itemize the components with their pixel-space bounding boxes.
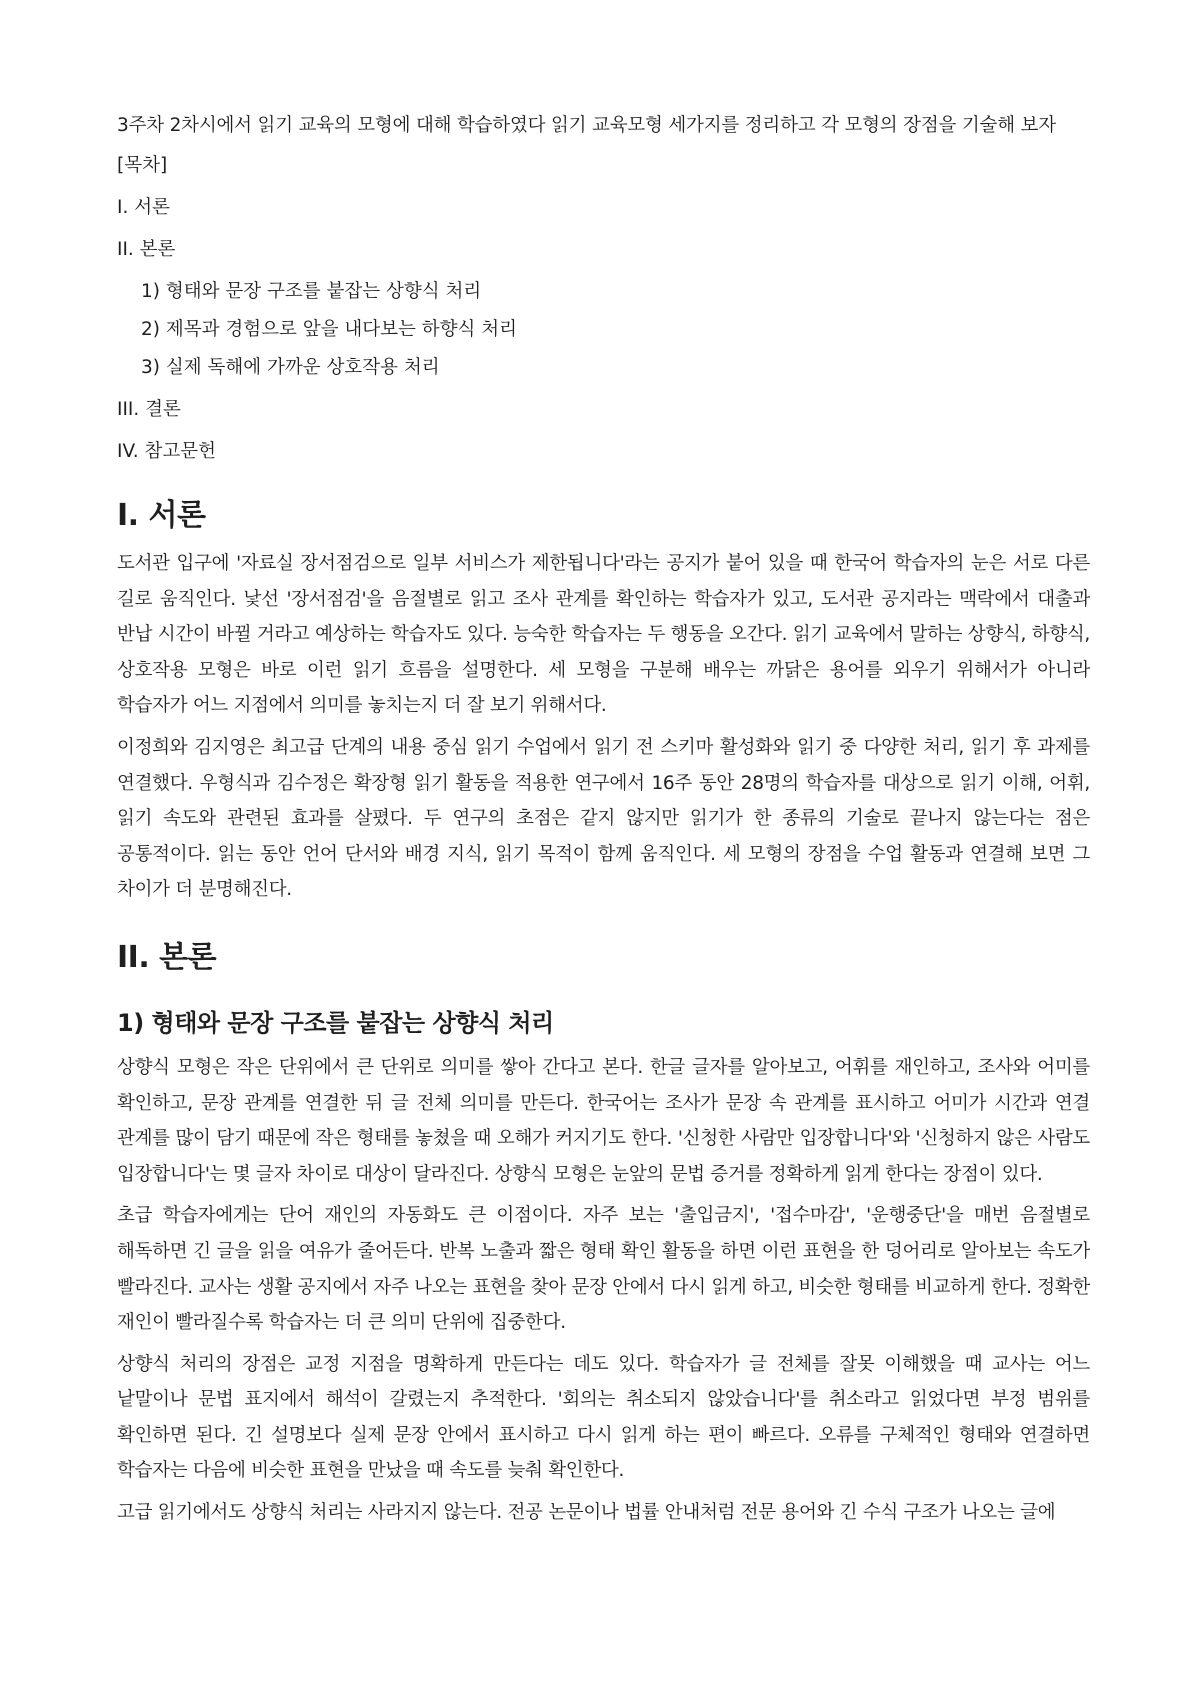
intro-paragraph-1: 도서관 입구에 '자료실 장서점검으로 일부 서비스가 제한됩니다'라는 공지가 붙어 있을 때 한국어 학습자의 눈은 서로 다른 길로 움직인다. 낯선 '장서점검'을 음절별로 읽고 조사 관계를 확인하는 학습자가 있고, 도서관 공지라는 맥락에서 대출과 반납 시간이 바뀔 거라고 예상하는 학습자도 있다. 능숙한 학습자는 두 행동을 오간다. 읽기 교육에서 말하는 상향식, 하향식, 상호작용 모형은 바로 이런 읽기 흐름을 설명한다. 세 모형을 구분해 배우는 까닭은 용어를 외우기 위해서가 아니라 학습자가 어느 지점에서 의미를 놓치는지 더 잘 보기 위해서다. — [117, 553, 1090, 717]
toc-item-body-2: 2) 제목과 경험으로 앞을 내다보는 하향식 처리 — [141, 319, 517, 340]
bottom-up-paragraph-3: 상향식 처리의 장점은 교정 지점을 명확하게 만든다는 데도 있다. 학습자가 글 전체를 잘못 이해했을 때 교사는 어느 낱말이나 문법 표지에서 해석이 갈렸는지 추적한다. '회의는 취소되지 않았습니다'를 취소라고 읽었다면 부정 범위를 확인하면 된다. 긴 설명보다 실제 문장 안에서 표시하고 다시 읽게 하는 편이 빠르다. 오류를 구체적인 형태와 연결하면 학습자는 다음에 비슷한 표현을 만났을 때 속도를 늦춰 확인한다. — [117, 1353, 1090, 1482]
toc-title: [목차] — [117, 155, 168, 176]
subsection-heading-bottom-up: 1) 형태와 문장 구조를 붙잡는 상향식 처리 — [117, 1008, 554, 1037]
bottom-up-paragraph-2: 초급 학습자에게는 단어 재인의 자동화도 큰 이점이다. 자주 보는 '출입금지', '접수마감', '운행중단'을 매번 음절별로 해독하면 긴 글을 읽을 여유가 줄어든다. 반복 노출과 짧은 형태 확인 활동을 하면 이런 표현을 한 덩어리로 알아보는 속도가 빨라진다. 교사는 생활 공지에서 자주 나오는 표현을 찾아 문장 안에서 다시 읽게 하고, 비슷한 형태를 비교하게 한다. 정확한 재인이 빨라질수록 학습자는 더 큰 의미 단위에 집중한다. — [117, 1205, 1090, 1334]
toc-item-intro: I. 서론 — [117, 197, 170, 218]
toc-item-conclusion: III. 결론 — [117, 399, 181, 420]
toc-item-references: IV. 참고문헌 — [117, 441, 216, 462]
section-heading-body: II. 본론 — [117, 939, 217, 975]
intro-paragraph-2: 이정희와 김지영은 최고급 단계의 내용 중심 읽기 수업에서 읽기 전 스키마 활성화와 읽기 중 다양한 처리, 읽기 후 과제를 연결했다. 우형식과 김수정은 확장형 읽기 활동을 적용한 연구에서 16주 동안 28명의 학습자를 대상으로 읽기 이해, 어휘, 읽기 속도와 관련된 효과를 살폈다. 두 연구의 초점은 같지 않지만 읽기가 한 종류의 기술로 끝나지 않는다는 점은 공통적이다. 읽는 동안 언어 단서와 배경 지식, 읽기 목적이 함께 움직인다. 세 모형의 장점을 수업 활동과 연결해 보면 그 차이가 더 분명해진다. — [117, 736, 1090, 901]
table-of-contents — [117, 194, 1090, 466]
bottom-up-paragraph-4: 고급 읽기에서도 상향식 처리는 사라지지 않는다. 전공 논문이나 법률 안내처럼 전문 용어와 긴 수식 구조가 나오는 글에 — [117, 1502, 1056, 1524]
section-heading-intro: I. 서론 — [117, 498, 206, 533]
toc-item-body-3: 3) 실제 독해에 가까운 상호작용 처리 — [141, 357, 440, 378]
assignment-prompt: 3주차 2차시에서 읽기 교육의 모형에 대해 학습하였다 읽기 교육모형 세가지를 정리하고 각 모형의 장점을 기술해 보자 — [117, 115, 1056, 136]
bottom-up-paragraph-1: 상향식 모형은 작은 단위에서 큰 단위로 의미를 쌓아 간다고 본다. 한글 글자를 알아보고, 어휘를 재인하고, 조사와 어미를 확인하고, 문장 관계를 연결한 뒤 글 전체 의미를 만든다. 한국어는 조사가 문장 속 관계를 표시하고 어미가 시간과 연결 관계를 많이 담기 때문에 작은 형태를 놓쳤을 때 오해가 커지기도 한다. '신청한 사람만 입장합니다'와 '신청하지 않은 사람도 입장합니다'는 몇 글자 차이로 대상이 달라진다. 상향식 모형은 눈앞의 문법 증거를 정확하게 읽게 한다는 장점이 있다. — [117, 1056, 1090, 1185]
toc-item-body: II. 본론 — [117, 239, 176, 260]
toc-item-body-1: 1) 형태와 문장 구조를 붙잡는 상향식 처리 — [141, 281, 482, 302]
